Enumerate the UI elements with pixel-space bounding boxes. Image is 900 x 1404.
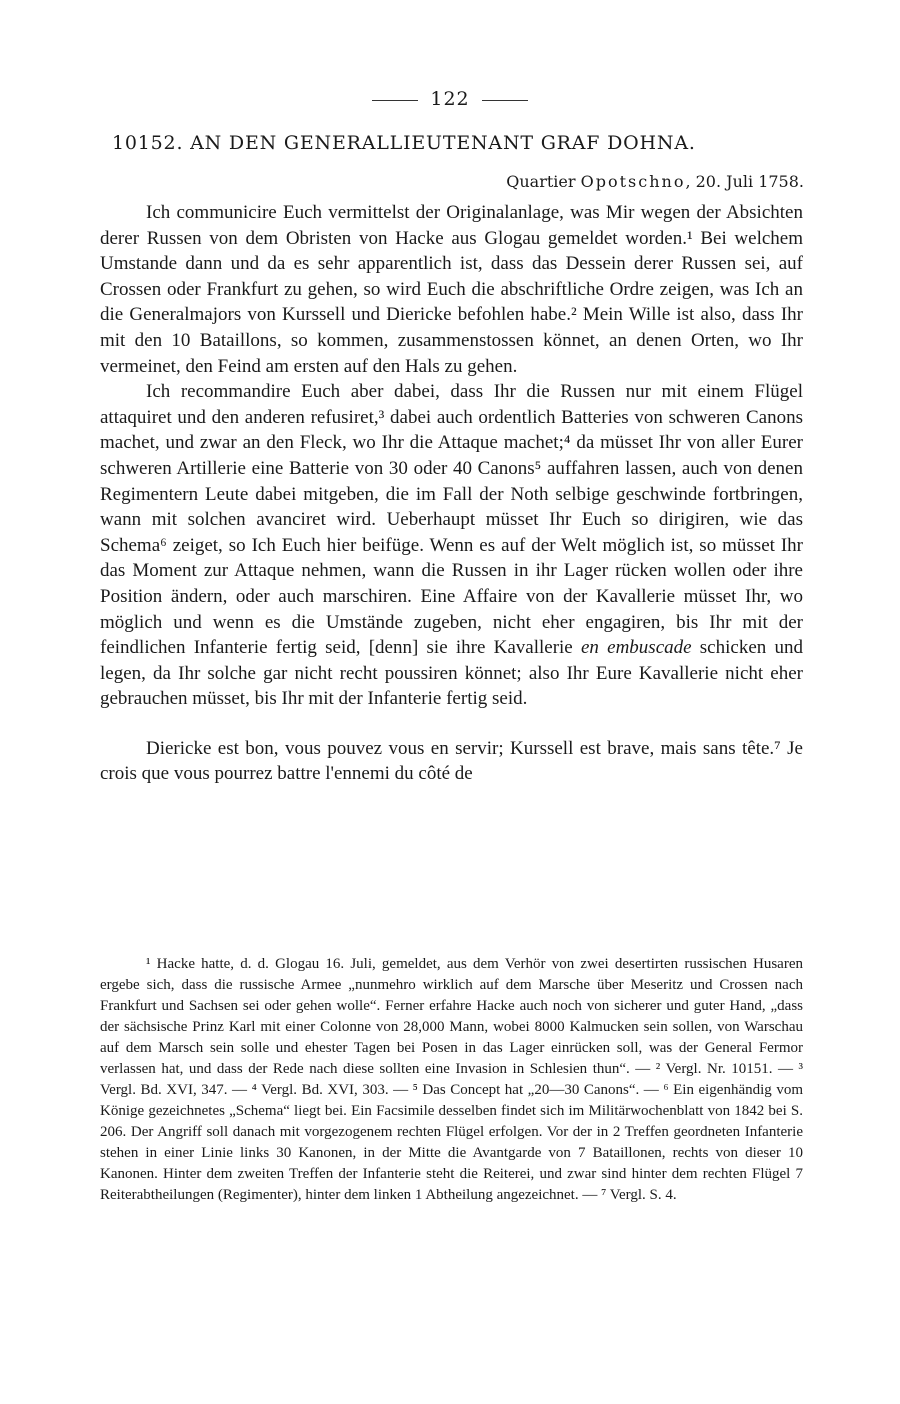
footnotes-text: ¹ Hacke hatte, d. d. Glogau 16. Juli, gemeldet, aus dem Verhör von zwei desertirten russischen Husaren ergebe sich, dass die russische Armee „nunmehro wirklich auf dem Marsche über Meseritz und Crossen nach Frankfurt und Sachsen sei oder gehen wolle“. Ferner erfahre Hacke auch noch von sicherer und guter Hand, „dass der sächsische Prinz Karl mit einer Colonne von 28,000 Mann, wobei 8000 Kalmucken sein sollen, von Warschau auf dem Marsch sein solle und ehester Tagen bei Posen in das Lager einrücken soll, was der General Fermor verlassen hat, und dass der Rede nach diese sollten eine Invasion in Schlesien thun“. — ² Vergl. Nr. 10151. — ³ Vergl. Bd. XVI, 347. — ⁴ Vergl. Bd. XVI, 303. — ⁵ Das Concept hat „20—30 Canons“. — ⁶ Ein eigenhändig vom Könige gezeichnetes „Schema“ liegt bei. Ein Facsimile desselben findet sich im Militärwochenblatt von 1842 bei S. 206. Der Angriff soll danach mit vorgezogenem rechten Flügel erfolgen. Vor der in 2 Treffen geordneten Infanterie stehen in einer Linie links 30 Kanonen, in der Mitte die Avantgarde von 7 Bataillonen, rechts von dieser 10 Kanonen. Hinter dem zweiten Treffen der Infanterie steht die Reiterei, und zwar sind hinter dem rechten Flügel 7 Reiterabtheilungen (Regimenter), hinter dem linken 1 Abtheilung angezeichnet. — ⁷ Vergl. S. 4.: [100, 956, 803, 1203]
paragraph-2-start: Ich recommandire Euch aber dabei, dass Ihr die Russen nur mit einem Flügel attaquiret und den anderen refusiret,³ dabei auch ordentlich Batteries von schweren Canons machet, und zwar an den Fleck, wo Ihr die Attaque machet;⁴ da müsset Ihr von aller Eurer schweren Artillerie eine Batterie von 30 oder 40 Canons⁵ auffahren lassen, auch von denen Regimentern Leute dabei mitgeben, die im Fall der Noth selbige geschwinde fortbringen, wann mit solchen avanciret wird. Ueberhaupt müsset Ihr Euch so dirigiren, wie das Schema⁶ zeiget, so Ich Euch hier beifüge. Wenn es auf der Welt möglich ist, so müsset Ihr das Moment zur Attaque nehmen, wann die Russen in ihr Lager rücken wollen oder ihre Position ändern, oder auch marschiren. Eine Affaire von der Kavallerie müsset Ihr, wo möglich und wenn es die Umstände zugeben, nicht eher engagiren, bis Ihr mit der feindlichen Infanterie fertig seid, [denn] sie ihre Kavallerie: [100, 381, 803, 659]
page-number: [0, 88, 900, 110]
page-number-rule-left: [372, 100, 418, 101]
paragraph-2-italic: en embuscade: [580, 637, 692, 659]
footnotes: [100, 954, 803, 1206]
letter-body: [100, 200, 803, 787]
document-title: 10152. AN DEN GENERALLIEUTENANT GRAF DOHNA.: [112, 132, 696, 154]
paragraph-2: [100, 379, 803, 712]
page-number-value: 122: [430, 88, 470, 110]
dateline: [506, 172, 804, 191]
paragraph-2-end: schicken und legen, da Ihr solche gar nicht recht poussiren könnet; also Ihr Eure Kavallerie nicht eher gebrauchen müsset, bis Ihr mit der Infanterie fertig seid.: [100, 637, 803, 710]
paragraph-3: Diericke est bon, vous pouvez vous en servir; Kurssell est brave, mais sans tête.⁷ Je crois que vous pourrez battre l'ennemi du côté de: [100, 737, 803, 785]
dateline-date: , 20. Juli 1758.: [685, 172, 804, 191]
dateline-place: Opotschno: [580, 172, 686, 191]
paragraph-1: Ich communicire Euch vermittelst der Originalanlage, was Mir wegen der Absichten derer Russen von dem Obristen von Hacke aus Glogau gemeldet worden.¹ Bei welchem Umstande dann und da es sehr apparentlich ist, dass das Dessein derer Russen sei, auf Crossen oder Frankfurt zu gehen, so wird Euch die abschriftliche Ordre zeigen, was Ich an die Generalmajors von Kurssell und Diericke befohlen habe.² Mein Wille ist also, dass Ihr mit den 10 Bataillons, so kommen, zusammenstossen könnet, an denen Orten, wo Ihr vermeinet, den Feind am ersten auf den Hals zu gehen.: [100, 202, 803, 377]
page-number-rule-right: [482, 100, 528, 101]
dateline-prefix: Quartier: [506, 172, 576, 191]
